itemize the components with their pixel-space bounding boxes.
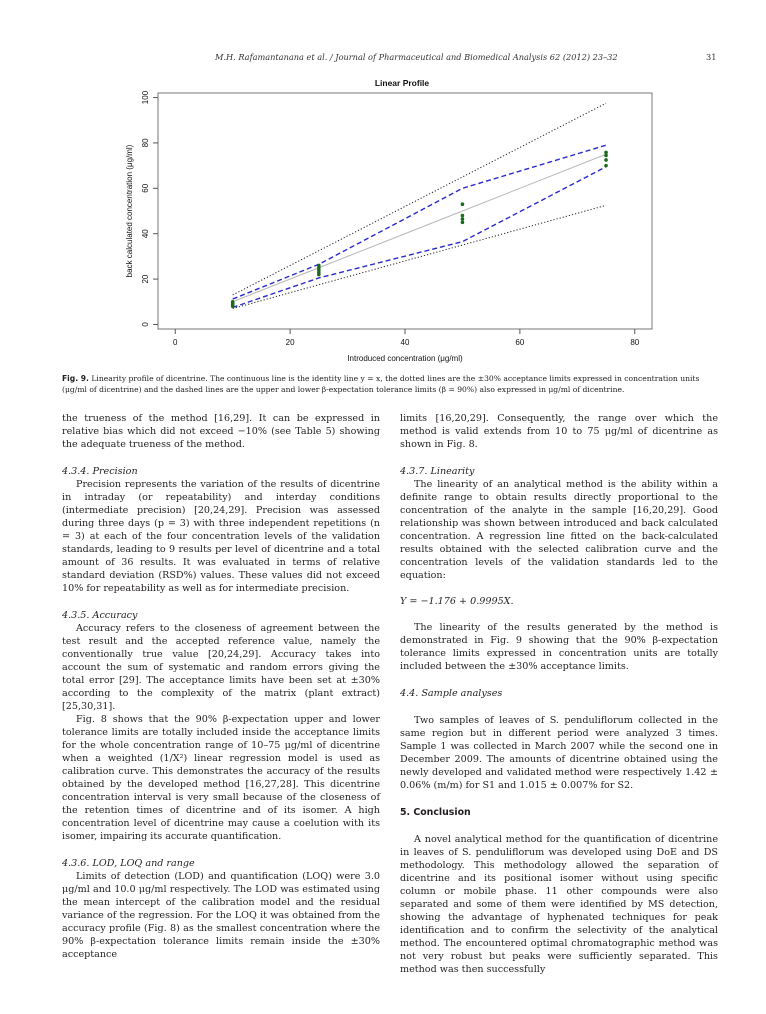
data-point <box>604 151 608 155</box>
left-column <box>62 412 380 961</box>
page-number: 31 <box>706 52 717 62</box>
data-point <box>461 221 465 225</box>
caption-label: Fig. 9. <box>62 374 89 383</box>
paragraph: The linearity of an analytical method is the ability within a definite range to obtain results directly proportional to the concentration of the analyte in the sample [16,20,29]. Good relationship was shown between introduced and back calculated concentration. A regression line fitted on the back-calculated results obtained with the selected calibration curve and the concentration levels of the validation standards led to the equation: <box>400 479 718 581</box>
x-tick-label: 80 <box>630 338 640 347</box>
series-line-identity-line-y-x <box>233 154 606 302</box>
x-tick-label: 0 <box>173 338 178 347</box>
paragraph: Limits of detection (LOD) and quantification (LOQ) were 3.0 μg/ml and 10.0 μg/ml respectively. The LOD was estimated using the mean intercept of the calibration model and the residual variance of the regression. For the LOQ it was obtained from the accuracy profile (Fig. 8) as the smallest concentration where the 90% β-expectation tolerance limits remain inside the ±30% acceptance <box>62 871 380 960</box>
x-tick-label: 40 <box>400 338 410 347</box>
data-point <box>231 300 235 304</box>
section-heading-conclusion: 5. Conclusion <box>400 807 471 818</box>
series-line-upper-expectation-tolerance-limit <box>233 145 606 299</box>
y-tick-label: 20 <box>141 274 150 284</box>
section-heading-sample-analyses: 4.4. Sample analyses <box>400 688 503 699</box>
x-tick-label: 20 <box>285 338 295 347</box>
regression-equation: Y = −1.176 + 0.9995X. <box>400 596 514 607</box>
y-tick-label: 0 <box>141 322 150 327</box>
x-axis-label: Introduced concentration (μg/ml) <box>347 354 463 363</box>
paragraph: The linearity of the results generated by the method is demonstrated in Fig. 9 showing that the 90% β-expectation tolerance limits expressed in concentration units are totally included between the ±30% acceptance limits. <box>400 622 718 672</box>
section-heading-precision: 4.3.4. Precision <box>62 466 138 477</box>
figure-caption <box>62 373 722 395</box>
y-tick-label: 40 <box>141 229 150 239</box>
paragraph: A novel analytical method for the quantification of dicentrine in leaves of S. penduliflorum was developed using DoE and DS methodology. This methodology allowed the separation of dicentrine and its positional isomer without using specific column or mobile phase. 11 other compounds were also separated and some of them were identified by MS detection, showing the advantage of hyphenated techniques for peak identification and to confirm the selectivity of the analytical method. The encountered optimal chromatographic method was not very robust but peaks were sufficiently separated. This method was then successfully <box>400 834 718 975</box>
y-axis-label: back calculated concentration (μg/ml) <box>125 144 134 278</box>
chart-title: Linear Profile <box>374 78 430 88</box>
series-line-upper-acceptance-limit-30- <box>233 103 606 295</box>
paragraph: Fig. 8 shows that the 90% β-expectation upper and lower tolerance limits are totally included inside the acceptance limits for the whole concentration range of 10–75 μg/ml of dicentrine when a weighted (1/X²) linear regression model is used as calibration curve. This demonstrates the accuracy of the results obtained by the developed method [16,27,28]. This dicentrine concentration interval is very small because of the closeness of the retention times of dicentrine and of its isomer. A high concentration level of dicentrine may cause a coelution with its isomer, impairing its accurate quantification. <box>62 714 380 842</box>
section-heading-linearity: 4.3.7. Linearity <box>400 466 475 477</box>
paragraph: Accuracy refers to the closeness of agreement between the test result and the accepted reference value, namely the conventionally true value [20,24,29]. Accuracy takes into account the sum of systematic and random errors giving the total error [29]. The acceptance limits have been set at ±30% according to the complexity of the matrix (plant extract) [25,30,31]. <box>62 623 380 712</box>
section-heading-accuracy: 4.3.5. Accuracy <box>62 610 138 621</box>
section-heading-lod-loq: 4.3.6. LOD, LOQ and range <box>62 858 195 869</box>
data-point <box>604 158 608 162</box>
caption-text: Linearity profile of dicentrine. The continuous line is the identity line y = x, the dotted lines are the ±30% acceptance limits expressed in concentration units (μg/ml of dicentrine) and the dashed lines are the upper and lower β-expectation tolerance limits (β = 90%) also expressed in μg/ml of dicentrine. <box>62 374 700 394</box>
data-point <box>317 264 321 268</box>
paragraph: Two samples of leaves of S. penduliflorum collected in the same region but in different period were analyzed 3 times. Sample 1 was collected in March 2007 while the second one in December 2009. The amounts of dicentrine obtained using the newly developed and validated method were respectively 1.42 ± 0.06% (m/m) for S1 and 1.015 ± 0.007% for S2. <box>400 715 718 791</box>
linearity-profile-chart <box>120 74 660 366</box>
data-point <box>461 202 465 206</box>
x-tick-label: 60 <box>515 338 525 347</box>
data-point <box>461 214 465 218</box>
paragraph: the trueness of the method [16,29]. It can be expressed in relative bias which did not exceed −10% (see Table 5) showing the adequate trueness of the method. <box>62 413 380 450</box>
series-line-lower-expectation-tolerance-limit <box>233 167 606 308</box>
y-tick-label: 100 <box>141 90 150 105</box>
series-line-lower-acceptance-limit-30- <box>233 205 606 308</box>
y-tick-label: 80 <box>141 138 150 148</box>
right-column <box>400 412 718 976</box>
plot-frame <box>158 93 652 329</box>
paragraph: Precision represents the variation of the results of dicentrine in intraday (or repeatability) and interday conditions (intermediate precision) [20,24,29]. Precision was assessed during three days (p = 3) with three independent repetitions (n = 3) at each of the four concentration levels of the validation standards, leading to 9 results per level of dicentrine and a total amount of 36 results. It was evaluated in terms of relative standard deviation (RSD%) values. These values did not exceed 10% for repeatability as well as for intermediate precision. <box>62 479 380 594</box>
data-point <box>604 164 608 168</box>
y-tick-label: 60 <box>141 183 150 193</box>
paragraph: limits [16,20,29]. Consequently, the range over which the method is valid extends from 10 to 75 μg/ml of dicentrine as shown in Fig. 8. <box>400 413 718 450</box>
journal-citation: M.H. Rafamantanana et al. / Journal of Pharmaceutical and Biomedical Analysis 62 (2012) 23–32 <box>215 52 618 62</box>
figure-9 <box>120 74 660 366</box>
data-point <box>461 217 465 221</box>
